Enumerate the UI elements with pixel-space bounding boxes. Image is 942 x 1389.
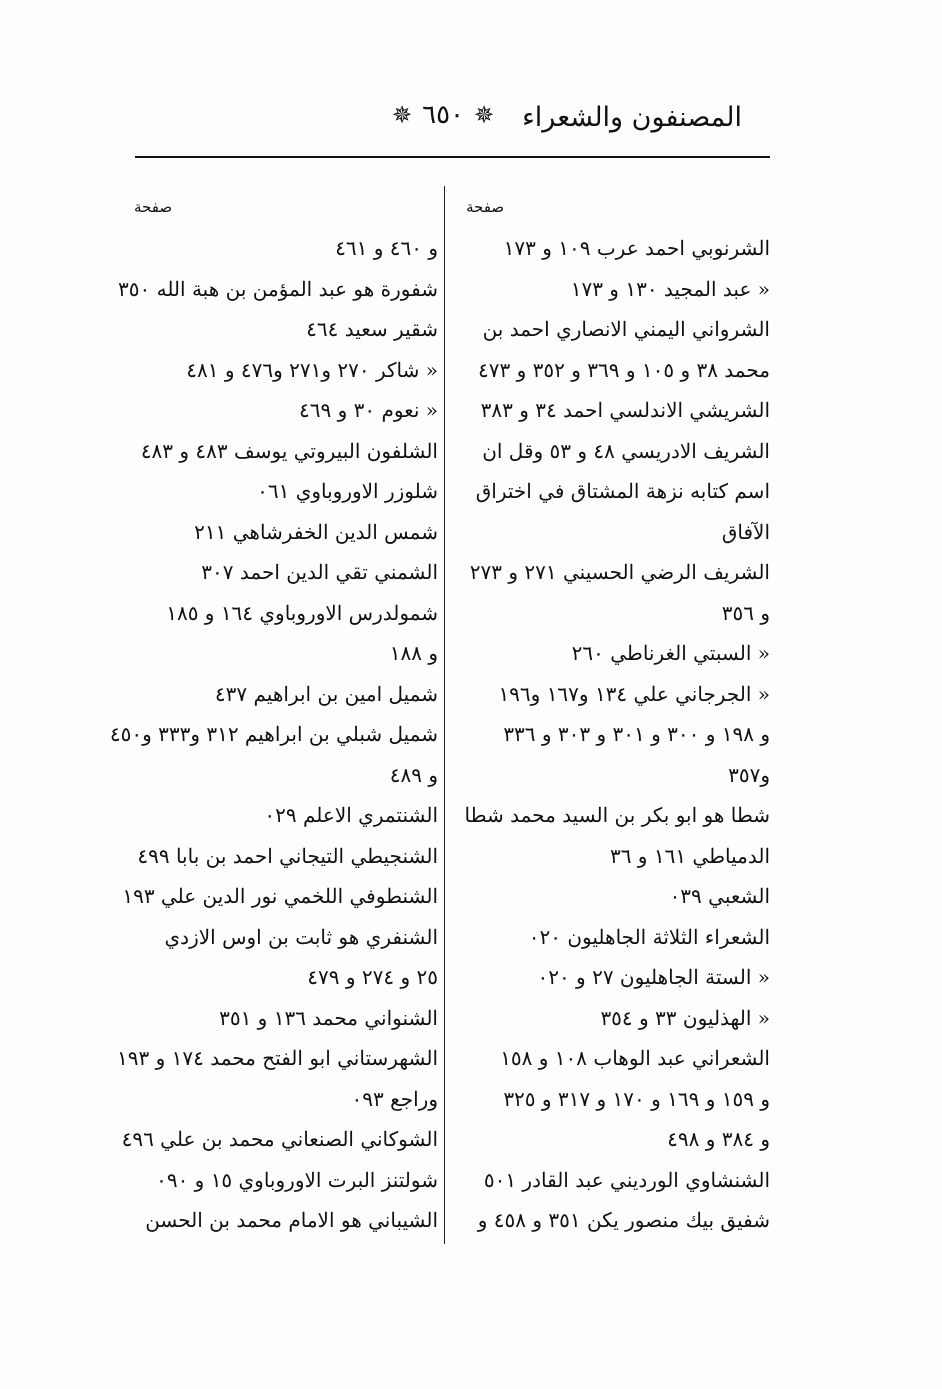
- index-line: الشرواني اليمني الانصاري احمد بن: [482, 317, 770, 341]
- index-line: الشنجيطي التيجاني احمد بن بابا ٤٩٩: [137, 843, 438, 868]
- index-line: الشيباني هو الامام محمد بن الحسن: [145, 1208, 438, 1232]
- index-line: « الجرجاني علي ١٣٤ و١٦٧ و١٩٦: [498, 681, 770, 706]
- index-line: شفورة هو عبد المؤمن بن هبة الله ٣٥٠: [118, 276, 438, 301]
- index-line: شفيق بيك منصور يكن ٣٥١ و ٤٥٨ و: [477, 1208, 770, 1232]
- index-line: و ١٥٩ و ١٦٩ و ١٧٠ و ٣١٧ و ٣٢٥: [503, 1086, 770, 1111]
- index-line: شميل شبلي بن ابراهيم ٣١٢ و٣٣٣ و٤٥٠: [109, 722, 438, 746]
- index-line: الشمني تقي الدين احمد ٣٠٧: [201, 560, 438, 584]
- index-line: الشعبي ٠٣٩: [669, 884, 770, 908]
- index-line: محمد ٣٨ و ١٠٥ و ٣٦٩ و ٣٥٢ و ٤٧٣: [478, 357, 770, 382]
- index-line: الشلفون البيروتي يوسف ٤٨٣ و ٤٨٣: [140, 438, 438, 463]
- index-line: و ١٩٨ و ٣٠٠ و ٣٠١ و ٣٠٣ و ٣٣٦: [503, 722, 770, 746]
- index-line: وراجع ٠٩٣: [351, 1086, 438, 1111]
- index-line: « الستة الجاهليون ٢٧ و ٠٢٠: [537, 965, 770, 989]
- column-label: صفحة: [466, 198, 505, 216]
- index-line: الشرنوبي احمد عرب ١٠٩ و ١٧٣: [503, 236, 770, 260]
- index-line: الشهرستاني ابو الفتح محمد ١٧٤ و ١٩٣: [117, 1046, 438, 1070]
- index-line: الشنواني محمد ١٣٦ و ٣٥١: [219, 1005, 438, 1030]
- index-line: و ١٨٨: [389, 641, 438, 665]
- index-column-left: [109, 192, 438, 1241]
- index-line: و ٣٨٤ و ٤٩٨: [667, 1127, 770, 1151]
- page-number-group: [392, 100, 494, 130]
- index-line: الشوكاني الصنعاني محمد بن علي ٤٩٦: [121, 1127, 438, 1151]
- column-label: صفحة: [134, 198, 173, 216]
- index-line: و٣٥٧: [728, 762, 770, 787]
- index-line: و ٤٨٩: [389, 762, 438, 787]
- index-line: « نعوم ٣٠ و ٤٦٩: [299, 398, 438, 422]
- index-line: « شاكر ٢٧٠ و٢٧١ و٤٧٦ و ٤٨١: [186, 357, 438, 382]
- index-line: الآفاق: [721, 519, 770, 544]
- star-ornament-icon: ✵: [474, 101, 495, 129]
- index-line: و ٣٥٦: [721, 600, 770, 625]
- index-line: الشعراني عبد الوهاب ١٠٨ و ١٥٨: [500, 1046, 770, 1070]
- index-line: « عبد المجيد ١٣٠ و ١٧٣: [570, 276, 770, 301]
- page-number: ٦٥٠: [422, 100, 465, 130]
- index-line: شمولدرس الاوروباوي ١٦٤ و ١٨٥: [166, 600, 438, 625]
- header-rule: [135, 156, 770, 158]
- index-line: شقير سعيد ٤٦٤: [306, 317, 438, 341]
- index-line: الشنشاوي الورديني عبد القادر ٥٠١: [483, 1167, 770, 1192]
- index-line: الشنفري هو ثابت بن اوس الازدي: [164, 924, 438, 949]
- index-line: « السبتي الغرناطي ٢٦٠: [571, 641, 770, 665]
- index-line: الشنطوفي اللخمي نور الدين علي ١٩٣: [122, 884, 438, 908]
- index-line: شلوزر الاوروباوي ٠٦١: [257, 479, 438, 503]
- column-divider: [444, 186, 445, 1244]
- index-line: ٢٥ و ٢٧٤ و ٤٧٩: [307, 965, 438, 989]
- index-column-right: [458, 192, 770, 1241]
- running-title: المصنفون والشعراء: [522, 102, 742, 133]
- index-line: شطا هو ابو بكر بن السيد محمد شطا: [464, 803, 770, 827]
- index-line: الشريف الادريسي ٤٨ و ٥٣ وقل ان: [482, 438, 770, 463]
- index-line: اسم كتابه نزهة المشتاق في اختراق: [475, 479, 770, 503]
- index-line: الشريشي الاندلسي احمد ٣٤ و ٣٨٣: [480, 398, 770, 422]
- index-line: الدمياطي ١٦١ و ٣٦: [609, 843, 770, 868]
- star-ornament-icon: ✵: [392, 101, 413, 129]
- index-line: « الهذليون ٣٣ و ٣٥٤: [600, 1005, 770, 1030]
- index-line: شمس الدين الخفرشاهي ٢١١: [194, 519, 438, 544]
- index-line: الشنتمري الاعلم ٠٢٩: [264, 803, 438, 827]
- index-line: و ٤٦٠ و ٤٦١: [335, 236, 438, 260]
- index-line: الشعراء الثلاثة الجاهليون ٠٢٠: [528, 924, 770, 949]
- index-line: شميل امين بن ابراهيم ٤٣٧: [214, 681, 438, 706]
- index-line: شولتنز البرت الاوروباوي ١٥ و ٠٩٠: [156, 1167, 438, 1192]
- index-line: الشريف الرضي الحسيني ٢٧١ و ٢٧٣: [469, 560, 770, 584]
- page-header: [130, 88, 770, 158]
